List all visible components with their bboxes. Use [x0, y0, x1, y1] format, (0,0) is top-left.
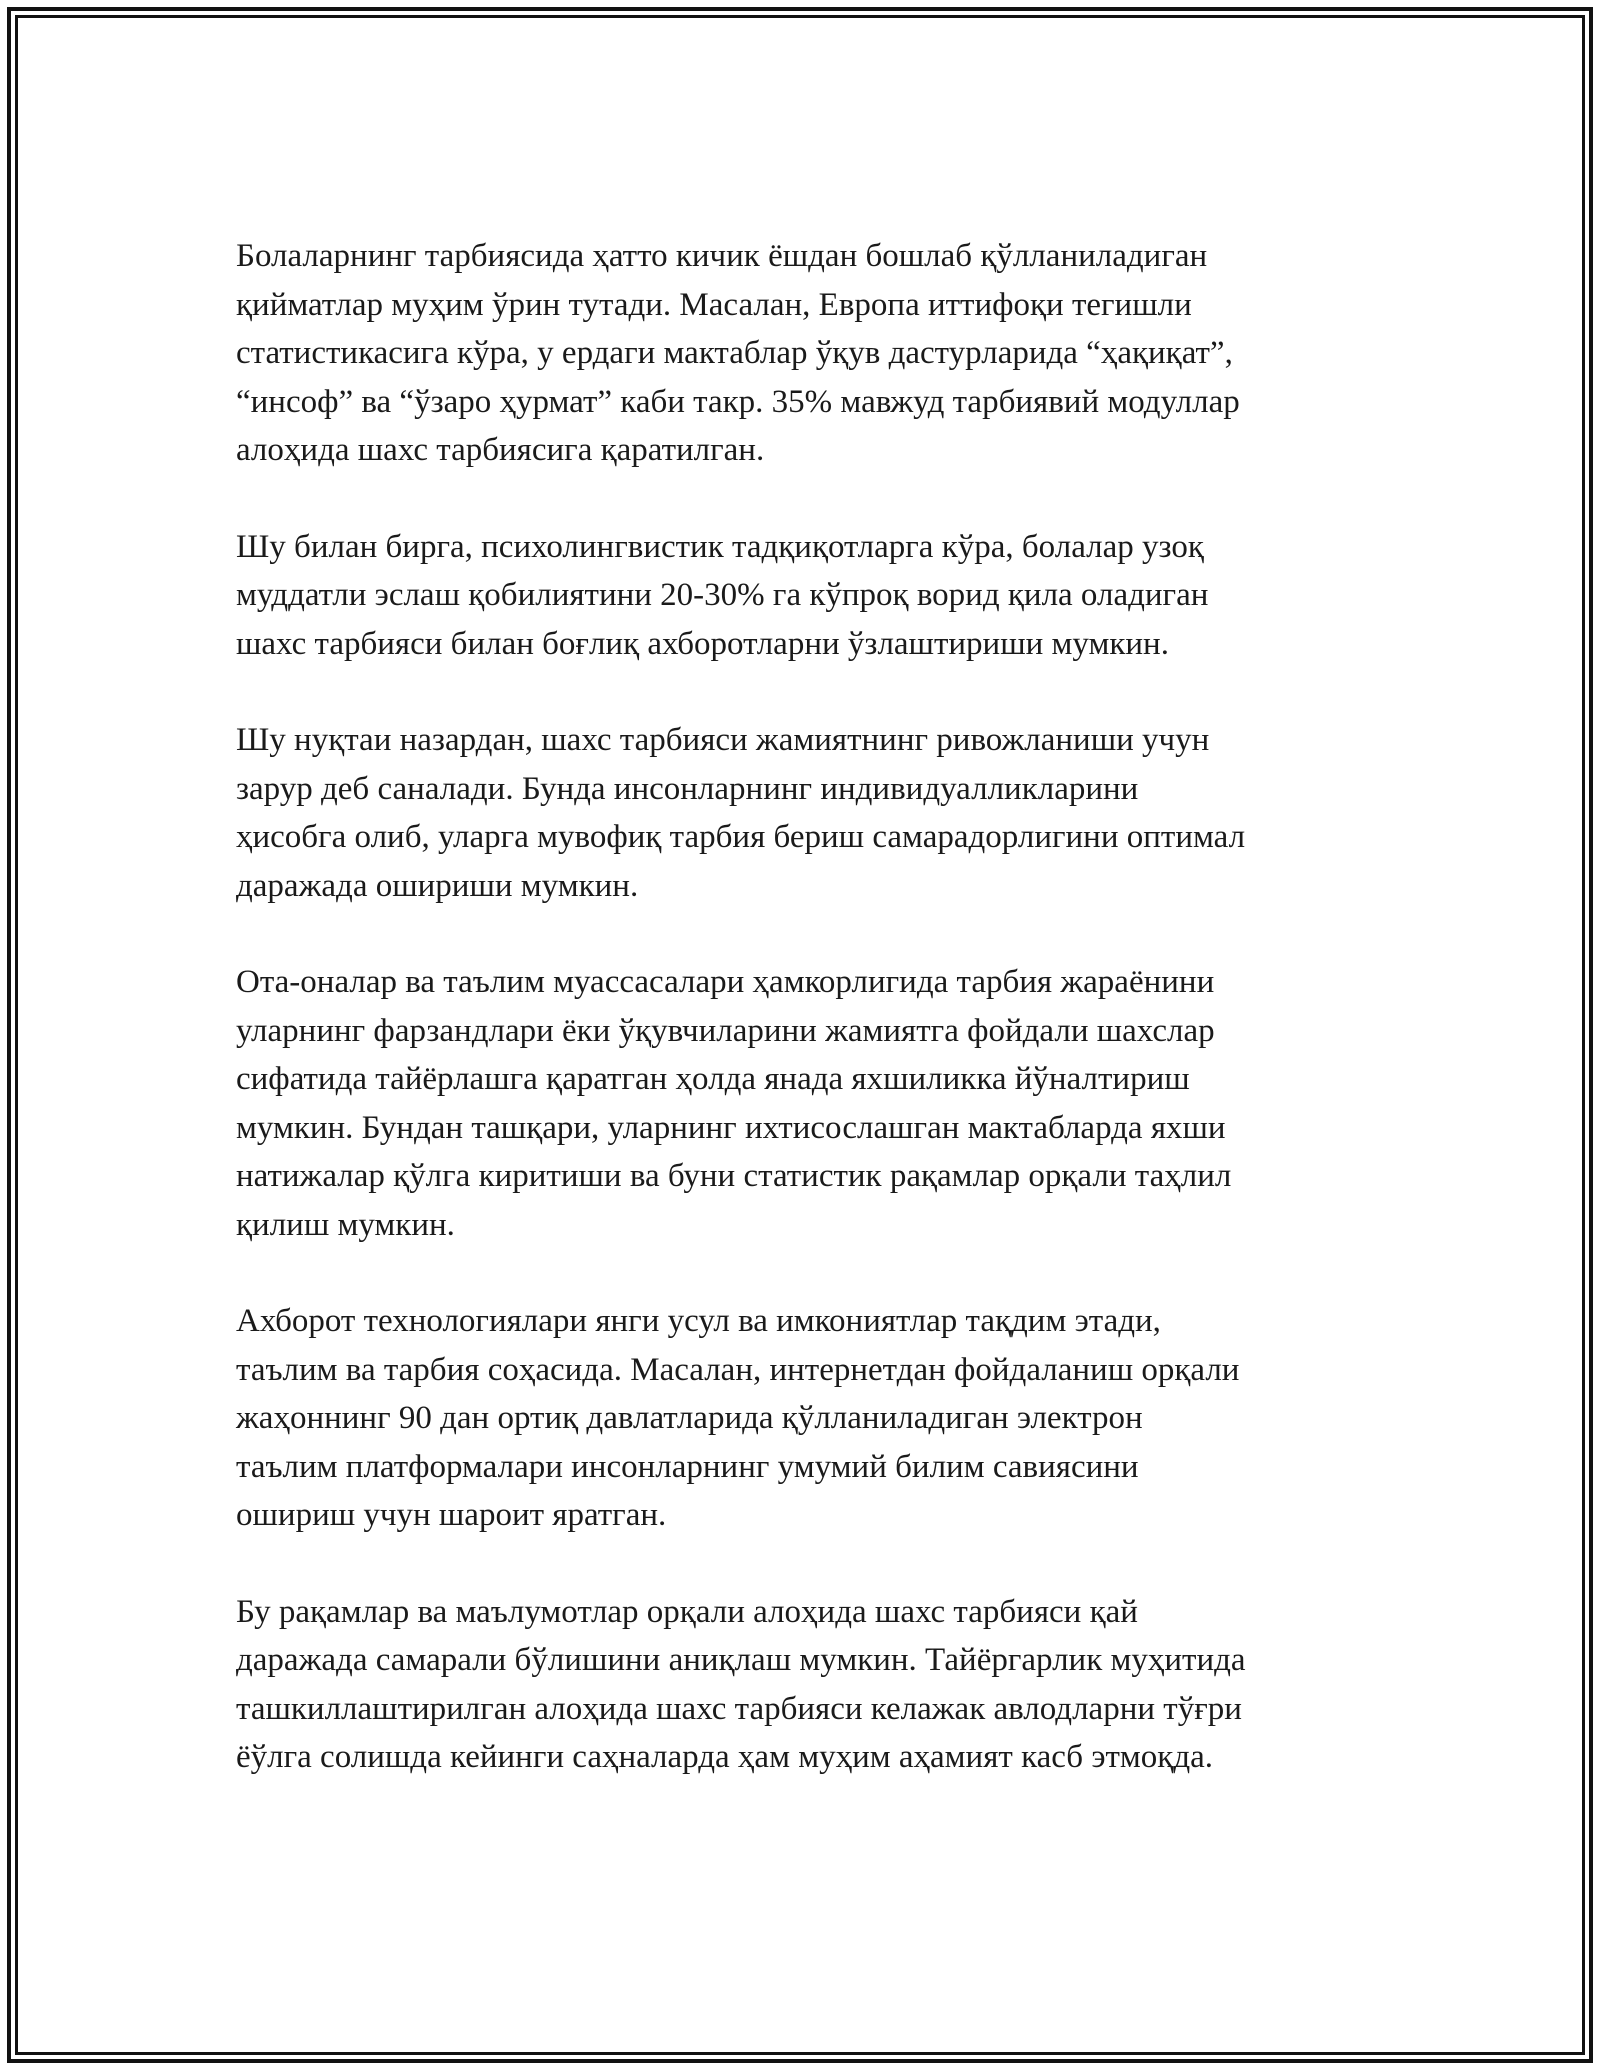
paragraph-1: Болаларнинг тарбиясида ҳатто кичик ёшдан бошлаб қўлланиладиган қийматлар муҳим ўрин тутади. Масалан, Европа иттифоқи тегишли статистикасига кўра, у ердаги мактаблар ўқув дастурларида “ҳақиқат”, “инсоф” ва “ўзаро ҳурмат” каби такр. 35% мавжуд тарбиявий модуллар алоҳида шахс тарбиясига қаратилган.: [236, 238, 1240, 468]
paragraph-6: Бу рақамлар ва маълумотлар орқали алоҳида шахс тарбияси қай даражада самарали бўлишини аниқлаш мумкин. Тайёргарлик муҳитида ташкиллаштирилган алоҳида шахс тарбияси келажак авлодларни тўғри ёўлга солишда кейинги саҳналарда ҳам муҳим аҳамият касб этмоқда.: [236, 1593, 1246, 1775]
paragraph-5: Ахборот технологиялари янги усул ва имкониятлар тақдим этади, таълим ва тарбия соҳасида. Масалан, интернетдан фойдаланиш орқали жаҳоннинг 90 дан ортиқ давлатларида қўлланиладиган электрон таълим платформалари инсонларнинг умумий билим савиясини ошириш учун шароит яратган.: [236, 1303, 1240, 1533]
paragraph-4: Ота-оналар ва таълим муассасалари ҳамкорлигида тарбия жараёнини уларнинг фарзандлари ёки ўқувчиларини жамиятга фойдали шахслар сифатида тайёрлашга қаратган ҳолда янада яхшиликка йўналтириш мумкин. Бундан ташқари, уларнинг ихтисослашган мактабларда яхши натижалар қўлга киритиши ва буни статистик рақамлар орқали таҳлил қилиш мумкин.: [236, 964, 1232, 1243]
paragraph-2: Шу билан бирга, психолингвистик тадқиқотларга кўра, болалар узоқ муддатли эслаш қобилиятини 20-30% га кўпроқ ворид қила оладиган шахс тарбияси билан боғлиқ ахборотларни ўзлаштириши мумкин.: [236, 528, 1209, 662]
document-body: [236, 232, 1386, 1830]
paragraph-3: Шу нуқтаи назардан, шахс тарбияси жамиятнинг ривожланиши учун зарур деб саналади. Бунда инсонларнинг индивидуалликларини ҳисобга олиб, уларга мувофиқ тарбия бериш самарадорлигини оптимал даражада ошириши мумкин.: [236, 722, 1246, 904]
